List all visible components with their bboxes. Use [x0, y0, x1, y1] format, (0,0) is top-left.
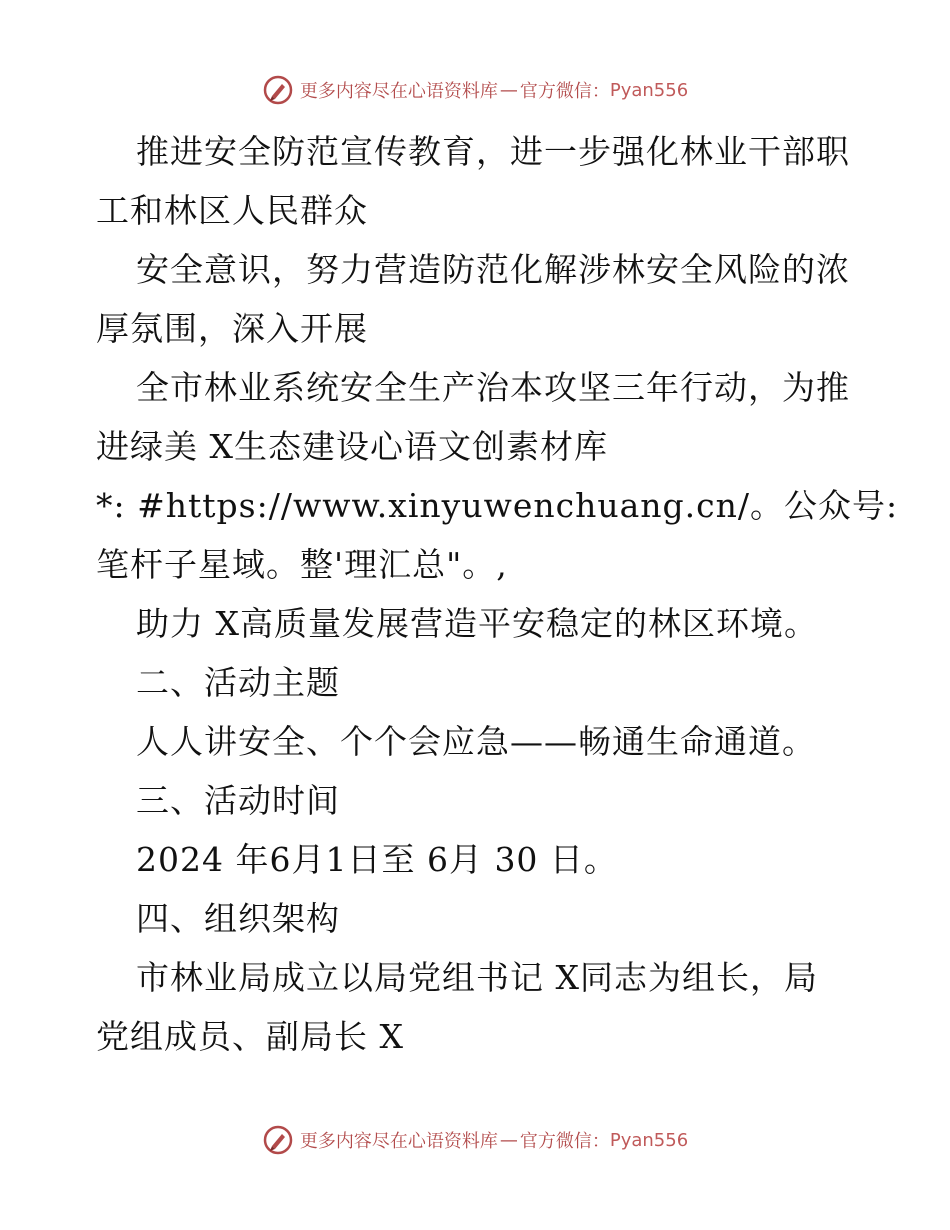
text-line: *: #https://www.xinyuwenchuang.cn/。公众号:: [96, 486, 899, 525]
watermark-wechat-label: 官方微信：: [519, 81, 610, 102]
text-line: 进绿美 X生态建设心语文创素材库: [96, 427, 608, 466]
header-watermark: [0, 70, 950, 110]
section-heading-theme: 二、活动主题: [136, 663, 340, 702]
watermark-wechat-label: 官方微信：: [519, 1131, 610, 1152]
text-line: 安全意识，努力营造防范化解涉林安全风险的浓: [136, 250, 850, 289]
footer-watermark: [0, 1120, 950, 1160]
text-line: 全市林业系统安全生产治本攻坚三年行动，为推: [136, 368, 850, 407]
text-line: 人人讲安全、个个会应急——畅通生命通道。: [136, 722, 816, 761]
pen-logo-icon: [262, 1124, 294, 1156]
section-heading-organization: 四、组织架构: [136, 899, 340, 938]
text-line: 市林业局成立以局党组书记 X同志为组长，局: [136, 958, 818, 997]
section-heading-time: 三、活动时间: [136, 781, 340, 820]
watermark-wechat-id: Pyan556: [609, 79, 689, 101]
watermark-wechat-id: Pyan556: [609, 1129, 689, 1151]
text-line: 助力 X高质量发展营造平安稳定的林区环境。: [136, 604, 818, 643]
text-line: 2024 年6月1日至 6月 30 日。: [136, 840, 618, 879]
watermark-separator: —: [499, 1129, 518, 1151]
text-line: 推进安全防范宣传教育，进一步强化林业干部职: [136, 132, 850, 171]
text-line: 笔杆子星域。整'理汇总"。,: [96, 545, 508, 584]
watermark-brand: 更多内容尽在心语资料库: [299, 1131, 498, 1152]
watermark-separator: —: [499, 79, 518, 101]
pen-logo-icon: [262, 74, 294, 106]
document-body: [96, 122, 899, 1066]
text-line: 工和林区人民群众: [96, 191, 368, 230]
text-line: 厚氛围，深入开展: [96, 309, 368, 348]
text-line: 党组成员、副局长 X: [96, 1017, 404, 1056]
watermark-brand: 更多内容尽在心语资料库: [299, 81, 498, 102]
